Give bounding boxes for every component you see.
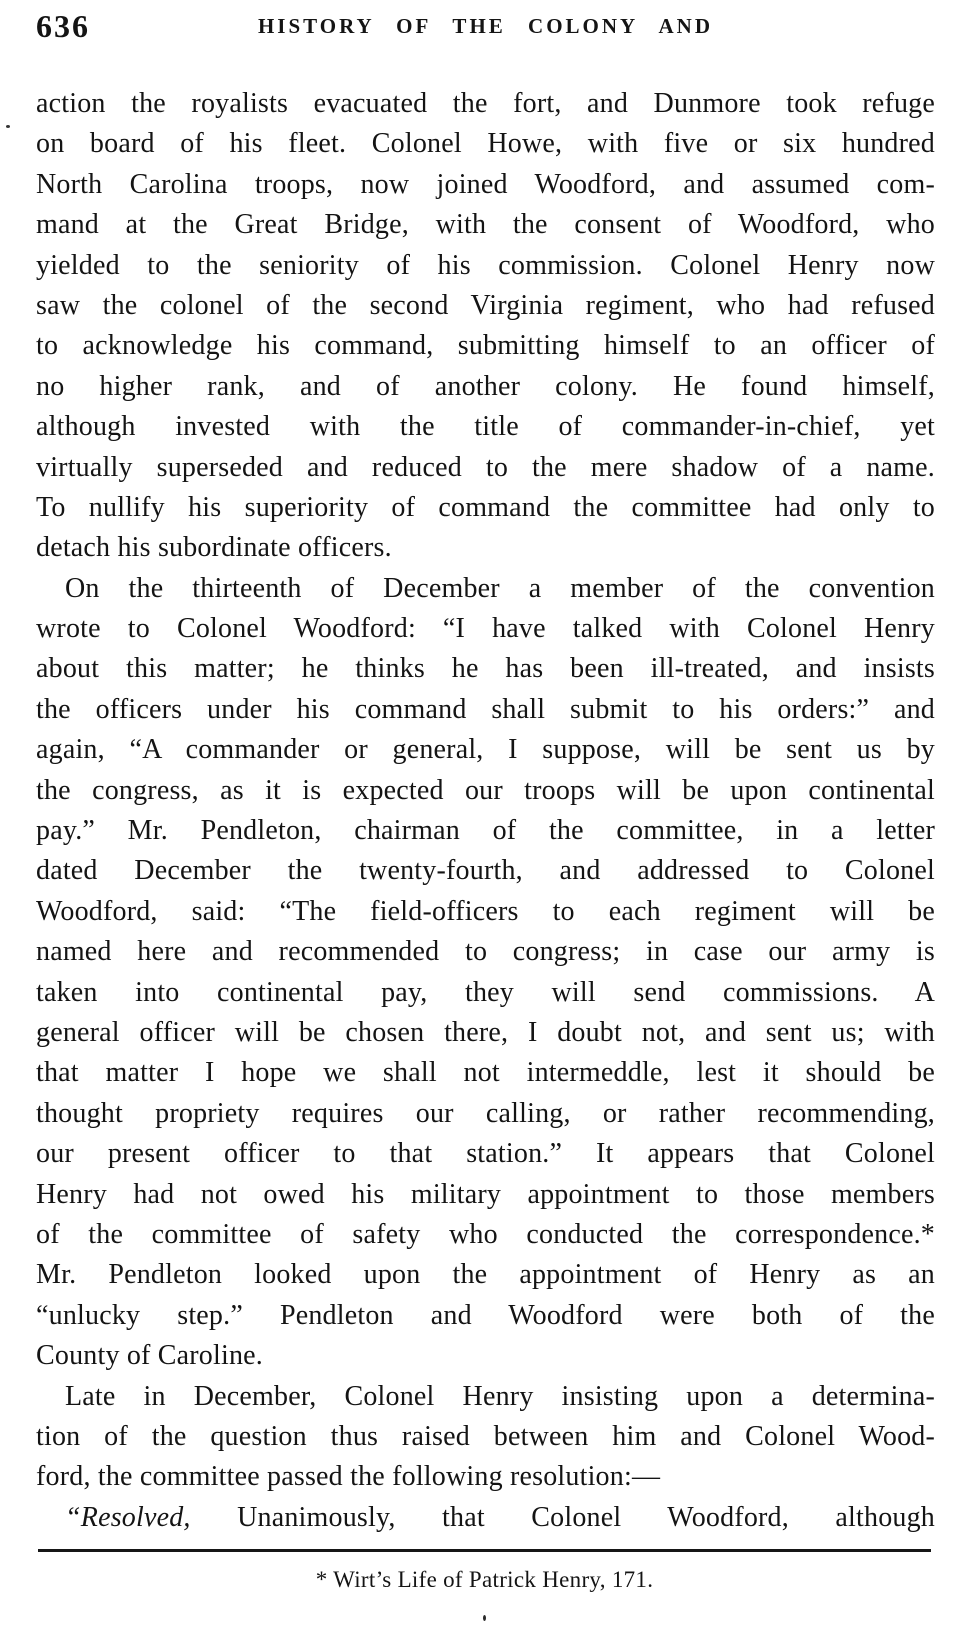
text-line: Woodford, said: “The field-officers to each regiment will be [36, 895, 935, 927]
text-line: thought propriety requires our calling, or rather recommending, [36, 1097, 935, 1129]
text-line: Henry had not owed his military appointment to those members [36, 1178, 935, 1210]
text-line: On the thirteenth of December a member of the convention [65, 572, 935, 604]
text-line: tion of the question thus raised between him and Colonel Wood- [36, 1420, 935, 1452]
text-line: action the royalists evacuated the fort, and Dunmore took refuge [36, 88, 935, 119]
running-header: HISTORY OF THE COLONY AND [257, 14, 714, 38]
text-line: saw the colonel of the second Virginia regiment, who had refused [36, 289, 935, 321]
text-line: to acknowledge his command, submitting himself to an officer of [36, 330, 935, 362]
body-text [36, 84, 935, 1538]
text-line: “Resolved, Unanimously, that Colonel Woodford, although [65, 1501, 935, 1533]
text-line: general officer will be chosen there, I doubt not, and sent us; with [36, 1016, 935, 1048]
page-header [36, 8, 935, 48]
text-line: Late in December, Colonel Henry insisting upon a determina- [65, 1380, 935, 1412]
text-line: County of Caroline. [36, 1340, 263, 1372]
text-line: Mr. Pendleton looked upon the appointment of Henry as an [36, 1259, 935, 1291]
scan-artifact [6, 125, 10, 128]
text-line: To nullify his superiority of command the committee had only to [36, 491, 935, 523]
text-line: virtually superseded and reduced to the mere shadow of a name. [36, 451, 935, 483]
scan-artifact [483, 1615, 486, 1621]
text-line: that matter I hope we shall not intermeddle, lest it should be [36, 1057, 935, 1089]
text-line: dated December the twenty-fourth, and addressed to Colonel [36, 855, 935, 887]
page-number: 636 [36, 8, 90, 44]
text-line: again, “A commander or general, I suppose, will be sent us by [36, 734, 935, 766]
text-line: pay.” Mr. Pendleton, chairman of the committee, in a letter [36, 815, 935, 847]
text-line: ford, the committee passed the following resolution:— [36, 1461, 661, 1493]
text-line: detach his subordinate officers. [36, 532, 392, 564]
text-line: the officers under his command shall submit to his orders:” and [36, 693, 935, 725]
text-line: although invested with the title of commander-in-chief, yet [36, 411, 935, 443]
text-line: no higher rank, and of another colony. He found himself, [36, 370, 935, 402]
italic-text: “Resolved, [65, 1501, 191, 1533]
text-line: yielded to the seniority of his commission. Colonel Henry now [36, 249, 935, 281]
text-line: the congress, as it is expected our troops will be upon continental [36, 774, 935, 806]
text-line: our present officer to that station.” It appears that Colonel [36, 1138, 935, 1170]
text-line: named here and recommended to congress; in case our army is [36, 936, 935, 968]
footnote: * Wirt’s Life of Patrick Henry, 171. [315, 1567, 654, 1592]
text-line: mand at the Great Bridge, with the consent of Woodford, who [36, 209, 935, 241]
text-line: “unlucky step.” Pendleton and Woodford were both of the [36, 1299, 935, 1331]
text-line: wrote to Colonel Woodford: “I have talked with Colonel Henry [36, 613, 935, 645]
text-line: taken into continental pay, they will send commissions. A [36, 976, 935, 1008]
text-line: of the committee of safety who conducted the correspondence.* [36, 1218, 935, 1250]
text-line: North Carolina troops, now joined Woodford, and assumed com- [36, 168, 935, 200]
text-line: on board of his fleet. Colonel Howe, with five or six hundred [36, 128, 935, 160]
footnote-rule [38, 1549, 931, 1552]
text-line: about this matter; he thinks he has been ill-treated, and insists [36, 653, 935, 685]
